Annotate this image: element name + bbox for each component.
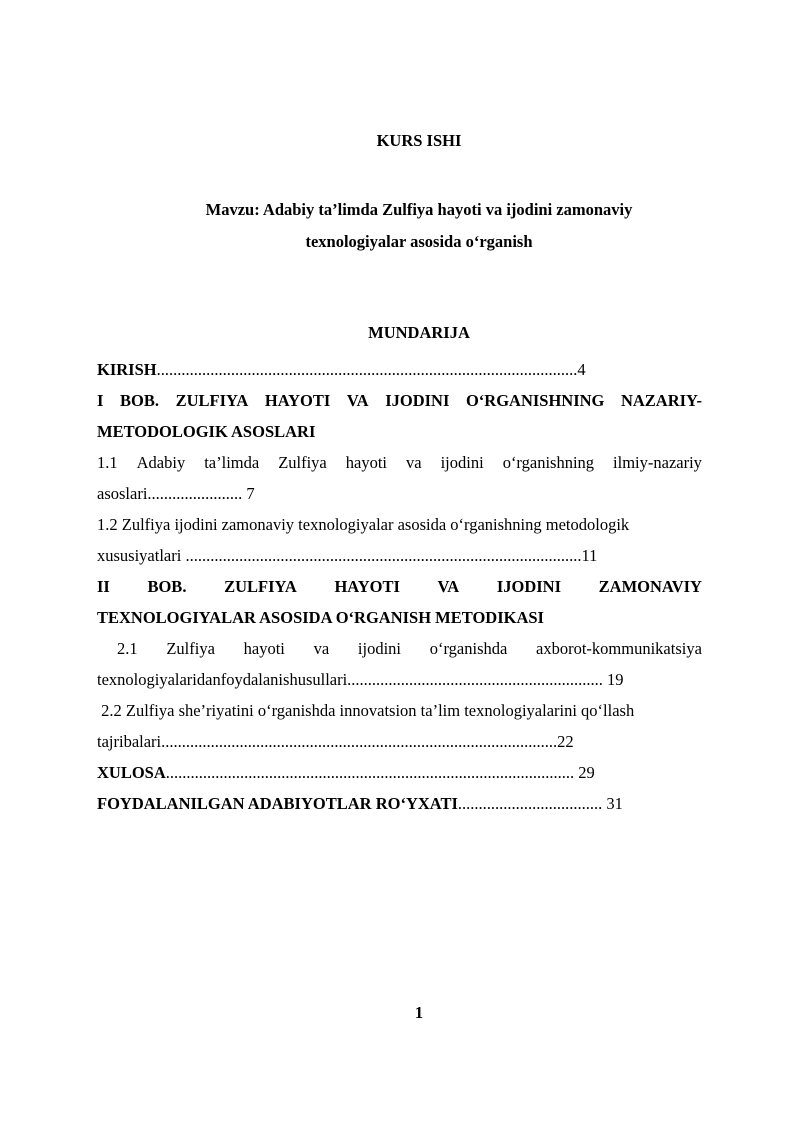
toc-word: O‘RGANISHNING xyxy=(465,391,605,410)
toc-entry-bob2 xyxy=(97,571,702,602)
toc-word: IJODINI xyxy=(496,577,562,596)
toc-word: ijodini xyxy=(357,639,401,658)
toc-entry-1-1 xyxy=(97,447,702,478)
toc-word: hayoti xyxy=(243,639,285,658)
toc-entry-1-2-line2: xususiyatlari ................................................................................................11 xyxy=(97,546,598,565)
toc-word: hayoti xyxy=(345,453,388,472)
toc-entry-kirish xyxy=(97,354,702,385)
toc-word: o‘rganishda xyxy=(429,639,508,658)
toc-word: ta’limda xyxy=(204,453,260,472)
toc-word: ZULFIYA xyxy=(175,391,249,410)
toc-word: NAZARIY- xyxy=(620,391,702,410)
toc-entry-bob1 xyxy=(97,385,702,416)
toc-word: IJODINI xyxy=(385,391,450,410)
page-number: 1 xyxy=(414,1003,424,1022)
toc-kirish-label: KIRISH xyxy=(97,360,157,379)
toc-entry-bob1-line2: METODOLOGIK ASOSLARI xyxy=(97,422,316,441)
toc-entry-1-1-line2: asoslari....................... 7 xyxy=(97,484,255,503)
toc-word: 1.1 xyxy=(97,453,118,472)
topic-line-2: texnologiyalar asosida o‘rganish xyxy=(305,232,533,251)
toc-entry-2-2-line2: tajribalari................................................................................................22 xyxy=(97,732,574,751)
toc-word: HAYOTI xyxy=(334,577,400,596)
toc-word: VA xyxy=(437,577,460,596)
toc-word: HAYOTI xyxy=(264,391,331,410)
toc-word: II xyxy=(97,577,110,596)
toc-word: BOB. xyxy=(147,577,187,596)
toc-entry-xulosa xyxy=(97,757,702,788)
toc-xulosa-leader: ................................................................................................... 29 xyxy=(165,763,595,782)
toc-word: Zulfiya xyxy=(166,639,215,658)
document-topic xyxy=(0,194,800,258)
toc-word: Zulfiya xyxy=(278,453,327,472)
toc-kirish-leader: ......................................................................................................4 xyxy=(156,360,586,379)
toc-heading: MUNDARIJA xyxy=(368,323,470,342)
toc-foyd-label: FOYDALANILGAN ADABIYOTLAR RO‘YXATI xyxy=(97,794,458,813)
toc-entry-2-1-line2: texnologiyalaridanfoydalanishusullari.............................................................. 19 xyxy=(97,670,624,689)
toc-entry-2-2: 2.2 Zulfiya she’riyatini o‘rganishda innovatsion ta’lim texnologiyalarini qo‘llash xyxy=(97,701,635,720)
table-of-contents xyxy=(97,354,702,819)
toc-entry-foydalanilgan xyxy=(97,788,702,819)
toc-word: o‘rganishning xyxy=(502,453,595,472)
toc-entry-bob2-line2: TEXNOLOGIYALAR ASOSIDA O‘RGANISH METODIKASI xyxy=(97,608,544,627)
toc-word: va xyxy=(406,453,422,472)
document-title: KURS ISHI xyxy=(376,131,462,150)
toc-word: I xyxy=(97,391,104,410)
toc-word: VA xyxy=(346,391,369,410)
toc-word: axborot-kommunikatsiya xyxy=(536,639,702,658)
toc-word: BOB. xyxy=(120,391,159,410)
toc-word: ZULFIYA xyxy=(224,577,297,596)
toc-word: va xyxy=(313,639,330,658)
toc-foyd-leader: ................................... 31 xyxy=(457,794,623,813)
toc-entry-2-1 xyxy=(97,633,702,664)
toc-entry-1-2: 1.2 Zulfiya ijodini zamonaviy texnologiyalar asosida o‘rganishning metodologik xyxy=(97,515,630,534)
toc-word: ijodini xyxy=(440,453,484,472)
toc-xulosa-label: XULOSA xyxy=(97,763,166,782)
toc-word: ZAMONAVIY xyxy=(598,577,702,596)
toc-word: Adabiy xyxy=(136,453,186,472)
toc-word: ilmiy-nazariy xyxy=(613,453,702,472)
toc-word: 2.1 xyxy=(117,639,138,658)
topic-line-1: Mavzu: Adabiy ta’limda Zulfiya hayoti va ijodini zamonaviy xyxy=(205,200,633,219)
